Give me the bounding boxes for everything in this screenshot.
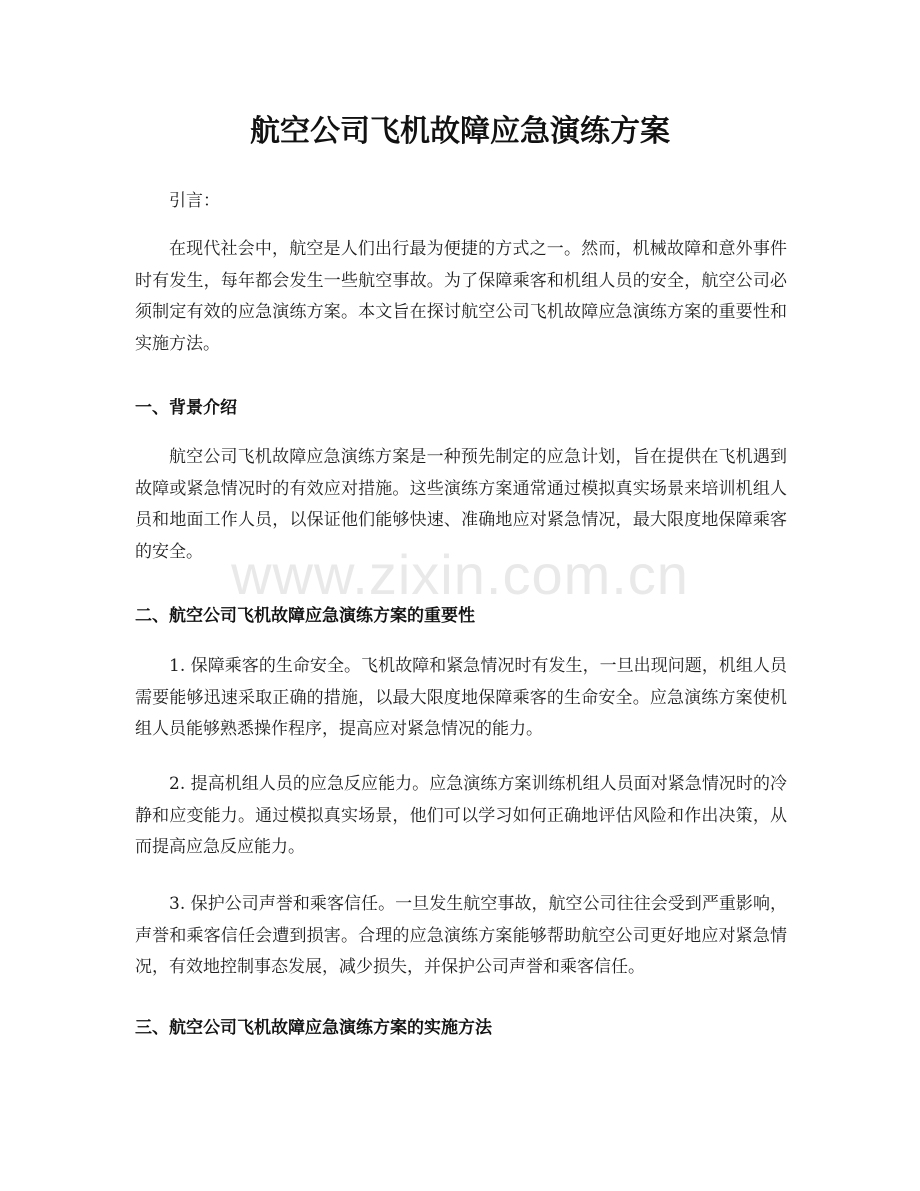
- importance-point-1: 1. 保障乘客的生命安全。飞机故障和紧急情况时有发生，一旦出现问题，机组人员需要能够迅速采取正确的措施，以最大限度地保障乘客的生命安全。应急演练方案使机组人员能够熟悉操作程序，提高应对紧急情况的能力。: [135, 656, 787, 739]
- section-heading-importance: 二、航空公司飞机故障应急演练方案的重要性: [135, 606, 475, 626]
- section-heading-implementation: 三、航空公司飞机故障应急演练方案的实施方法: [135, 1018, 492, 1038]
- importance-point-2: 2. 提高机组人员的应急反应能力。应急演练方案训练机组人员面对紧急情况时的冷静和应变能力。通过模拟真实场景，他们可以学习如何正确地评估风险和作出决策，从而提高应急反应能力。: [135, 774, 787, 857]
- importance-point-3: 3. 保护公司声誉和乘客信任。一旦发生航空事故，航空公司往往会受到严重影响，声誉和乘客信任会遭到损害。合理的应急演练方案能够帮助航空公司更好地应对紧急情况，有效地控制事态发展，减少损失，并保护公司声誉和乘客信任。: [135, 894, 787, 977]
- intro-label: 引言：: [169, 191, 220, 211]
- section-background-paragraph: 航空公司飞机故障应急演练方案是一种预先制定的应急计划，旨在提供在飞机遇到故障或紧急情况时的有效应对措施。这些演练方案通常通过模拟真实场景来培训机组人员和地面工作人员，以保证他们能够快速、准确地应对紧急情况，最大限度地保障乘客的安全。: [135, 447, 787, 562]
- document-title: 航空公司飞机故障应急演练方案: [250, 114, 670, 149]
- watermark: www.zixin.com.cn: [231, 543, 689, 606]
- intro-paragraph: 在现代社会中，航空是人们出行最为便捷的方式之一。然而，机械故障和意外事件时有发生，每年都会发生一些航空事故。为了保障乘客和机组人员的安全，航空公司必须制定有效的应急演练方案。本文旨在探讨航空公司飞机故障应急演练方案的重要性和实施方法。: [135, 239, 787, 354]
- section-heading-background: 一、背景介绍: [135, 398, 237, 418]
